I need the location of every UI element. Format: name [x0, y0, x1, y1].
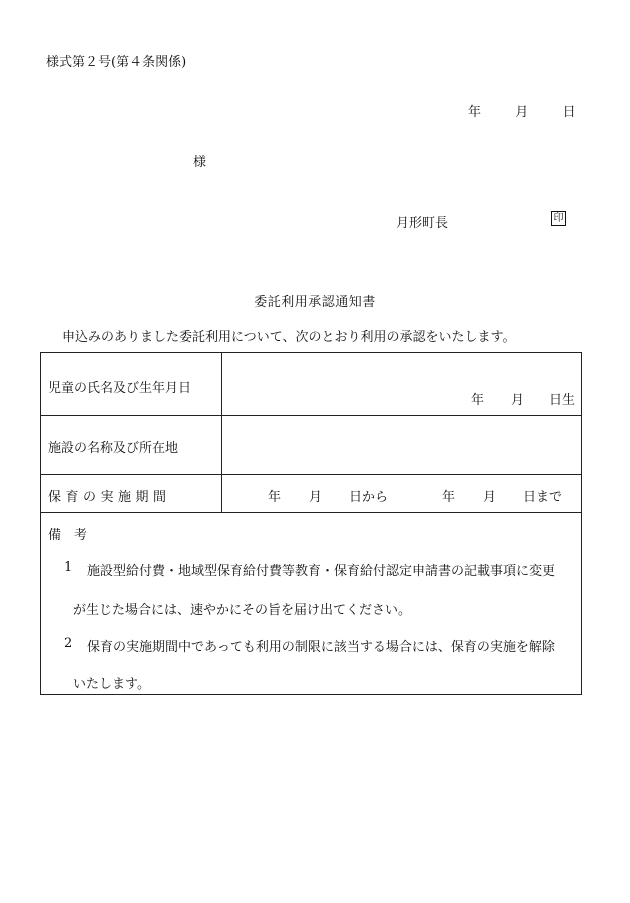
period-to-day: 日まで — [523, 490, 563, 505]
remarks-label: 備 考 — [48, 528, 88, 543]
intro-text: 申込みのありました委託利用について、次のとおり利用の承認をいたします。 — [62, 330, 516, 345]
approval-form-table — [40, 352, 582, 695]
issuer-name: 月形町長 — [396, 216, 449, 231]
issue-date — [468, 101, 576, 120]
column-divider — [221, 353, 222, 512]
period-to-year: 年 — [442, 490, 456, 505]
note-2-line-1: 保育の実施期間中であっても利用の制限に該当する場合には、保育の実施を解除 — [87, 640, 555, 655]
date-year-label: 年 — [468, 105, 482, 120]
facility-name-address-label: 施設の名称及び所在地 — [48, 441, 179, 456]
note-1-number: 1 — [64, 560, 73, 575]
note-1-line-2: が生じた場合には、速やかにその旨を届け出てください。 — [73, 603, 412, 618]
row-divider — [41, 512, 581, 513]
period-from-day: 日から — [349, 490, 389, 505]
period-to-month: 月 — [483, 490, 497, 505]
row-divider — [41, 474, 581, 475]
care-period-label: 保育の実施期間 — [48, 490, 171, 505]
period-from-year: 年 — [268, 490, 282, 505]
note-2-number: 2 — [64, 636, 73, 651]
addressee-suffix: 様 — [193, 155, 207, 170]
child-name-birthdate-label: 児童の氏名及び生年月日 — [48, 381, 192, 396]
note-1-line-1: 施設型給付費・地域型保育給付費等教育・保育給付認定申請書の記載事項に変更 — [87, 564, 556, 579]
seal-mark: 印 — [551, 211, 566, 226]
period-from-month: 月 — [309, 490, 323, 505]
child-birth-month-label: 月 — [511, 393, 525, 408]
row-divider — [41, 415, 581, 416]
date-month-label: 月 — [515, 105, 529, 120]
note-2-line-2: いたします。 — [73, 677, 150, 692]
form-number: 様式第２号(第４条関係) — [46, 55, 187, 70]
child-birth-year-label: 年 — [471, 393, 485, 408]
document-title: 委託利用承認通知書 — [254, 295, 376, 310]
date-day-label: 日 — [562, 105, 576, 120]
child-birth-day-label: 日生 — [549, 393, 576, 408]
